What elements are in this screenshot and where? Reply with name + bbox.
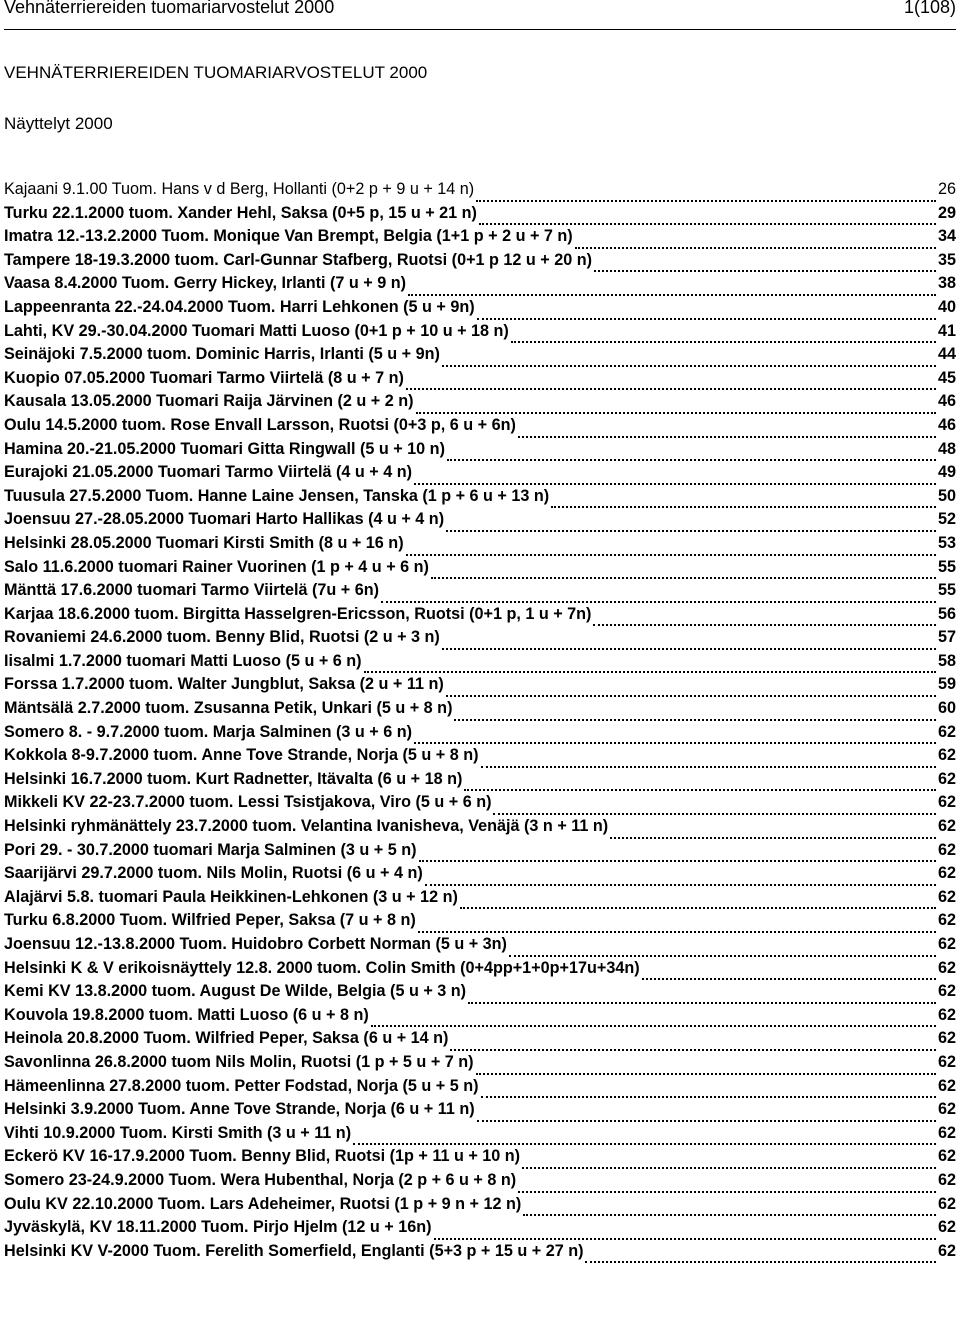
toc-page-number: 62 [937, 1241, 956, 1260]
toc-entry-text: Helsinki ryhmänättely 23.7.2000 tuom. Velantina Ivanisheva, Venäjä (3 n + 11 n) [4, 817, 609, 836]
dot-leader [464, 782, 936, 791]
section-subheading: Näyttelyt 2000 [4, 114, 113, 133]
toc-page-number: 59 [937, 675, 956, 694]
toc-entry-text: Alajärvi 5.8. tuomari Paula Heikkinen-Lehkonen (3 u + 12 n) [4, 887, 458, 906]
toc-page-number: 46 [937, 392, 956, 411]
toc-entry-text: Rovaniemi 24.6.2000 tuom. Benny Blid, Ruotsi (2 u + 3 n) [4, 628, 440, 647]
dot-leader [406, 547, 936, 556]
dot-leader [408, 287, 936, 296]
toc-page-number: 62 [937, 769, 956, 788]
toc-entry-text: Turku 6.8.2000 Tuom. Wilfried Peper, Saksa (7 u + 8 n) [4, 911, 416, 930]
toc-page-number: 62 [937, 1147, 956, 1166]
dot-leader [418, 924, 936, 933]
toc-page-number: 62 [937, 1123, 956, 1142]
dot-leader [476, 1066, 936, 1075]
dot-leader [585, 1254, 936, 1263]
toc-entry-text: Kuopio 07.05.2000 Tuomari Tarmo Viirtelä (8 u + 7 n) [4, 368, 404, 387]
toc-page-number: 49 [937, 463, 956, 482]
toc-page-number: 62 [937, 1076, 956, 1095]
toc-entry-text: Joensuu 12.-13.8.2000 Tuom. Huidobro Corbett Norman (5 u + 3n) [4, 935, 507, 953]
dot-leader [476, 193, 936, 202]
dot-leader [416, 405, 936, 414]
dot-leader [509, 948, 936, 957]
toc-entry[interactable] [4, 1122, 956, 1146]
dot-leader [523, 1207, 936, 1216]
toc-page-number: 45 [937, 368, 956, 387]
toc-page-number: 60 [937, 699, 956, 718]
toc-entry[interactable] [4, 603, 956, 627]
toc-entry-text: Tampere 18-19.3.2000 tuom. Carl-Gunnar Stafberg, Ruotsi (0+1 p 12 u + 20 n) [4, 250, 593, 269]
toc-page-number: 62 [937, 1100, 956, 1119]
table-of-contents [4, 178, 956, 1263]
toc-entry-text: Hamina 20.-21.05.2000 Tuomari Gitta Ringwall (5 u + 10 n) [4, 439, 445, 458]
dot-leader [551, 499, 936, 508]
toc-entry[interactable] [4, 532, 956, 556]
toc-page-number: 62 [937, 817, 956, 836]
toc-entry-text: Oulu KV 22.10.2000 Tuom. Lars Adeheimer, Ruotsi (1 p + 9 n + 12 n) [4, 1194, 522, 1213]
toc-entry[interactable] [4, 1216, 956, 1240]
toc-entry[interactable] [4, 650, 956, 674]
toc-page-number: 55 [937, 581, 956, 600]
toc-page-number: 62 [937, 935, 956, 953]
toc-entry[interactable] [4, 1169, 956, 1193]
toc-page-number: 56 [937, 604, 956, 623]
toc-entry[interactable] [4, 1075, 956, 1099]
toc-page-number: 58 [937, 651, 956, 670]
dot-leader [434, 1231, 936, 1240]
toc-entry[interactable] [4, 862, 956, 886]
toc-entry[interactable] [4, 225, 956, 249]
toc-page-number: 46 [937, 415, 956, 434]
toc-page-number: 50 [937, 486, 956, 505]
toc-page-number: 62 [937, 793, 956, 812]
toc-entry[interactable] [4, 461, 956, 485]
toc-entry[interactable] [4, 508, 956, 532]
document-heading: VEHNÄTERRIEREIDEN TUOMARIARVOSTELUT 2000 [4, 63, 428, 82]
toc-entry-text: Jyväskylä, KV 18.11.2000 Tuom. Pirjo Hjelm (12 u + 16n) [4, 1218, 432, 1237]
dot-leader [511, 334, 936, 343]
toc-page-number: 62 [937, 1170, 956, 1189]
toc-entry[interactable] [4, 343, 956, 367]
toc-entry-text: Mänttä 17.6.2000 tuomari Tarmo Viirtelä (7u + 6n) [4, 581, 379, 600]
toc-page-number: 62 [937, 722, 956, 741]
toc-entry-text: Kausala 13.05.2000 Tuomari Raija Järvinen (2 u + 2 n) [4, 392, 414, 411]
dot-leader [493, 806, 936, 815]
toc-entry[interactable] [4, 202, 956, 226]
dot-leader [454, 712, 936, 721]
toc-entry[interactable] [4, 1051, 956, 1075]
toc-entry[interactable] [4, 791, 956, 815]
dot-leader [364, 664, 936, 673]
toc-entry[interactable] [4, 886, 956, 910]
dot-leader [481, 1089, 936, 1098]
toc-entry[interactable] [4, 815, 956, 839]
toc-entry[interactable] [4, 768, 956, 792]
toc-page-number: 62 [937, 840, 956, 859]
toc-entry-text: Helsinki K & V erikoisnäyttely 12.8. 2000 tuom. Colin Smith (0+4pp+1+0p+17u+34n) [4, 958, 640, 977]
toc-entry[interactable] [4, 249, 956, 273]
toc-page-number: 62 [937, 1218, 956, 1237]
toc-page-number: 62 [937, 1052, 956, 1071]
dot-leader [381, 594, 936, 603]
toc-entry-text: Imatra 12.-13.2.2000 Tuom. Monique Van Brempt, Belgia (1+1 p + 2 u + 7 n) [4, 227, 573, 246]
toc-entry-text: Hämeenlinna 27.8.2000 tuom. Petter Fodstad, Norja (5 u + 5 n) [4, 1076, 479, 1095]
toc-entry[interactable] [4, 272, 956, 296]
toc-entry[interactable] [4, 744, 956, 768]
toc-page-number: 44 [937, 345, 956, 364]
toc-entry[interactable] [4, 1004, 956, 1028]
dot-leader [431, 570, 936, 579]
toc-page-number: 62 [937, 887, 956, 906]
toc-page-number: 62 [937, 958, 956, 977]
dot-leader [419, 853, 936, 862]
toc-page-number: 62 [937, 746, 956, 765]
toc-entry[interactable] [4, 556, 956, 580]
toc-entry[interactable] [4, 1027, 956, 1051]
toc-page-number: 62 [937, 1029, 956, 1048]
toc-entry[interactable] [4, 721, 956, 745]
toc-entry-text: Eckerö KV 16-17.9.2000 Tuom. Benny Blid, Ruotsi (1p + 11 u + 10 n) [4, 1147, 521, 1166]
toc-entry[interactable] [4, 957, 956, 981]
toc-entry-text: Helsinki 16.7.2000 tuom. Kurt Radnetter, Itävalta (6 u + 18 n) [4, 769, 463, 788]
toc-page-number: 34 [937, 227, 956, 246]
toc-entry-text: Tuusula 27.5.2000 Tuom. Hanne Laine Jensen, Tanska (1 p + 6 u + 13 n) [4, 486, 550, 505]
toc-entry-text: Joensuu 27.-28.05.2000 Tuomari Harto Hallikas (4 u + 4 n) [4, 510, 445, 529]
toc-entry-text: Somero 23-24.9.2000 Tuom. Wera Hubenthal, Norja (2 p + 6 u + 8 n) [4, 1170, 517, 1189]
toc-entry-text: Lappeenranta 22.-24.04.2000 Tuom. Harri Lehkonen (5 u + 9n) [4, 297, 475, 316]
dot-leader [477, 1113, 936, 1122]
dot-leader [518, 429, 936, 438]
toc-entry-text: Pori 29. - 30.7.2000 tuomari Marja Salminen (3 u + 5 n) [4, 840, 417, 859]
toc-entry[interactable] [4, 414, 956, 438]
toc-entry-text: Helsinki 3.9.2000 Tuom. Anne Tove Strande, Norja (6 u + 11 n) [4, 1100, 475, 1119]
toc-entry[interactable] [4, 296, 956, 320]
dot-leader [450, 1042, 936, 1051]
dot-leader [414, 476, 936, 485]
document-title: Vehnäterriereiden tuomariarvostelut 2000 [4, 0, 335, 17]
toc-page-number: 35 [937, 250, 956, 269]
toc-entry[interactable] [4, 933, 956, 957]
dot-leader [594, 263, 936, 272]
toc-entry[interactable] [4, 839, 956, 863]
toc-entry[interactable] [4, 178, 956, 202]
toc-page-number: 62 [937, 982, 956, 1001]
toc-entry[interactable] [4, 1240, 956, 1264]
toc-page-number: 55 [937, 557, 956, 576]
toc-entry-text: Kokkola 8-9.7.2000 tuom. Anne Tove Strande, Norja (5 u + 8 n) [4, 746, 479, 765]
dot-leader [477, 311, 936, 320]
toc-entry[interactable] [4, 579, 956, 603]
toc-entry[interactable] [4, 390, 956, 414]
toc-entry-text: Vihti 10.9.2000 Tuom. Kirsti Smith (3 u + 11 n) [4, 1123, 352, 1142]
toc-entry-text: Somero 8. - 9.7.2000 tuom. Marja Salminen (3 u + 6 n) [4, 722, 412, 741]
dot-leader [446, 523, 936, 532]
toc-page-number: 29 [937, 203, 956, 222]
toc-entry[interactable] [4, 673, 956, 697]
toc-entry-text: Kemi KV 13.8.2000 tuom. August De Wilde, Belgia (5 u + 3 n) [4, 982, 467, 1001]
toc-entry-text: Saarijärvi 29.7.2000 tuom. Nils Molin, Ruotsi (6 u + 4 n) [4, 864, 423, 883]
dot-leader [371, 1018, 936, 1027]
dot-leader [442, 358, 936, 367]
toc-page-number: 26 [937, 180, 956, 198]
dot-leader [468, 995, 936, 1004]
page-indicator: 1(108) [903, 0, 956, 17]
toc-page-number: 52 [937, 510, 956, 529]
toc-entry-text: Oulu 14.5.2000 tuom. Rose Envall Larsson, Ruotsi (0+3 p, 6 u + 6n) [4, 415, 516, 434]
toc-entry-text: Iisalmi 1.7.2000 tuomari Matti Luoso (5 u + 6 n) [4, 651, 362, 670]
dot-leader [446, 688, 936, 697]
toc-entry-text: Kajaani 9.1.00 Tuom. Hans v d Berg, Hollanti (0+2 p + 9 u + 14 n) [4, 180, 475, 198]
toc-entry-text: Lahti, KV 29.-30.04.2000 Tuomari Matti Luoso (0+1 p + 10 u + 18 n) [4, 321, 509, 340]
toc-entry-text: Mikkeli KV 22-23.7.2000 tuom. Lessi Tsistjakova, Viro (5 u + 6 n) [4, 793, 492, 812]
toc-page-number: 57 [937, 628, 956, 647]
toc-entry[interactable] [4, 980, 956, 1004]
toc-entry-text: Turku 22.1.2000 tuom. Xander Hehl, Saksa (0+5 p, 15 u + 21 n) [4, 203, 477, 222]
toc-page-number: 41 [937, 321, 956, 340]
toc-entry-text: Helsinki KV V-2000 Tuom. Ferelith Somerfield, Englanti (5+3 p + 15 u + 27 n) [4, 1241, 584, 1260]
dot-leader [481, 759, 936, 768]
toc-entry-text: Mäntsälä 2.7.2000 tuom. Zsusanna Petik, Unkari (5 u + 8 n) [4, 699, 453, 718]
dot-leader [479, 216, 936, 225]
toc-entry-text: Heinola 20.8.2000 Tuom. Wilfried Peper, Saksa (6 u + 14 n) [4, 1029, 449, 1048]
toc-entry-text: Kouvola 19.8.2000 tuom. Matti Luoso (6 u + 8 n) [4, 1005, 369, 1024]
toc-page-number: 38 [937, 274, 956, 293]
dot-leader [406, 381, 936, 390]
page-header [4, 0, 956, 30]
dot-leader [518, 1184, 936, 1193]
toc-entry-text: Helsinki 28.05.2000 Tuomari Kirsti Smith (8 u + 16 n) [4, 533, 404, 552]
toc-entry[interactable] [4, 367, 956, 391]
toc-entry[interactable] [4, 909, 956, 933]
dot-leader [522, 1160, 936, 1169]
toc-entry[interactable] [4, 485, 956, 509]
toc-entry-text: Seinäjoki 7.5.2000 tuom. Dominic Harris, Irlanti (5 u + 9n) [4, 345, 440, 364]
toc-entry-text: Savonlinna 26.8.2000 tuom Nils Molin, Ruotsi (1 p + 5 u + 7 n) [4, 1052, 474, 1071]
dot-leader [425, 877, 936, 886]
dot-leader [460, 900, 936, 909]
toc-entry[interactable] [4, 1193, 956, 1217]
dot-leader [642, 971, 936, 980]
toc-page-number: 53 [937, 533, 956, 552]
dot-leader [610, 830, 936, 839]
dot-leader [414, 735, 936, 744]
dot-leader [575, 240, 936, 249]
toc-entry-text: Vaasa 8.4.2000 Tuom. Gerry Hickey, Irlanti (7 u + 9 n) [4, 274, 407, 293]
toc-entry[interactable] [4, 1098, 956, 1122]
toc-entry-text: Karjaa 18.6.2000 tuom. Birgitta Hasselgren-Ericsson, Ruotsi (0+1 p, 1 u + 7n) [4, 604, 592, 623]
dot-leader [593, 617, 936, 626]
toc-entry-text: Forssa 1.7.2000 tuom. Walter Jungblut, Saksa (2 u + 11 n) [4, 675, 444, 694]
toc-entry-text: Eurajoki 21.05.2000 Tuomari Tarmo Viirtelä (4 u + 4 n) [4, 463, 412, 482]
dot-leader [447, 452, 936, 461]
toc-entry[interactable] [4, 697, 956, 721]
toc-page-number: 62 [937, 911, 956, 930]
toc-page-number: 62 [937, 1194, 956, 1213]
toc-entry[interactable] [4, 626, 956, 650]
dot-leader [442, 641, 936, 650]
dot-leader [353, 1136, 936, 1145]
toc-page-number: 40 [937, 297, 956, 316]
toc-entry[interactable] [4, 438, 956, 462]
toc-entry[interactable] [4, 320, 956, 344]
toc-page-number: 48 [937, 439, 956, 458]
toc-page-number: 62 [937, 864, 956, 883]
toc-page-number: 62 [937, 1005, 956, 1024]
toc-entry-text: Salo 11.6.2000 tuomari Rainer Vuorinen (1 p + 4 u + 6 n) [4, 557, 429, 576]
toc-entry[interactable] [4, 1145, 956, 1169]
